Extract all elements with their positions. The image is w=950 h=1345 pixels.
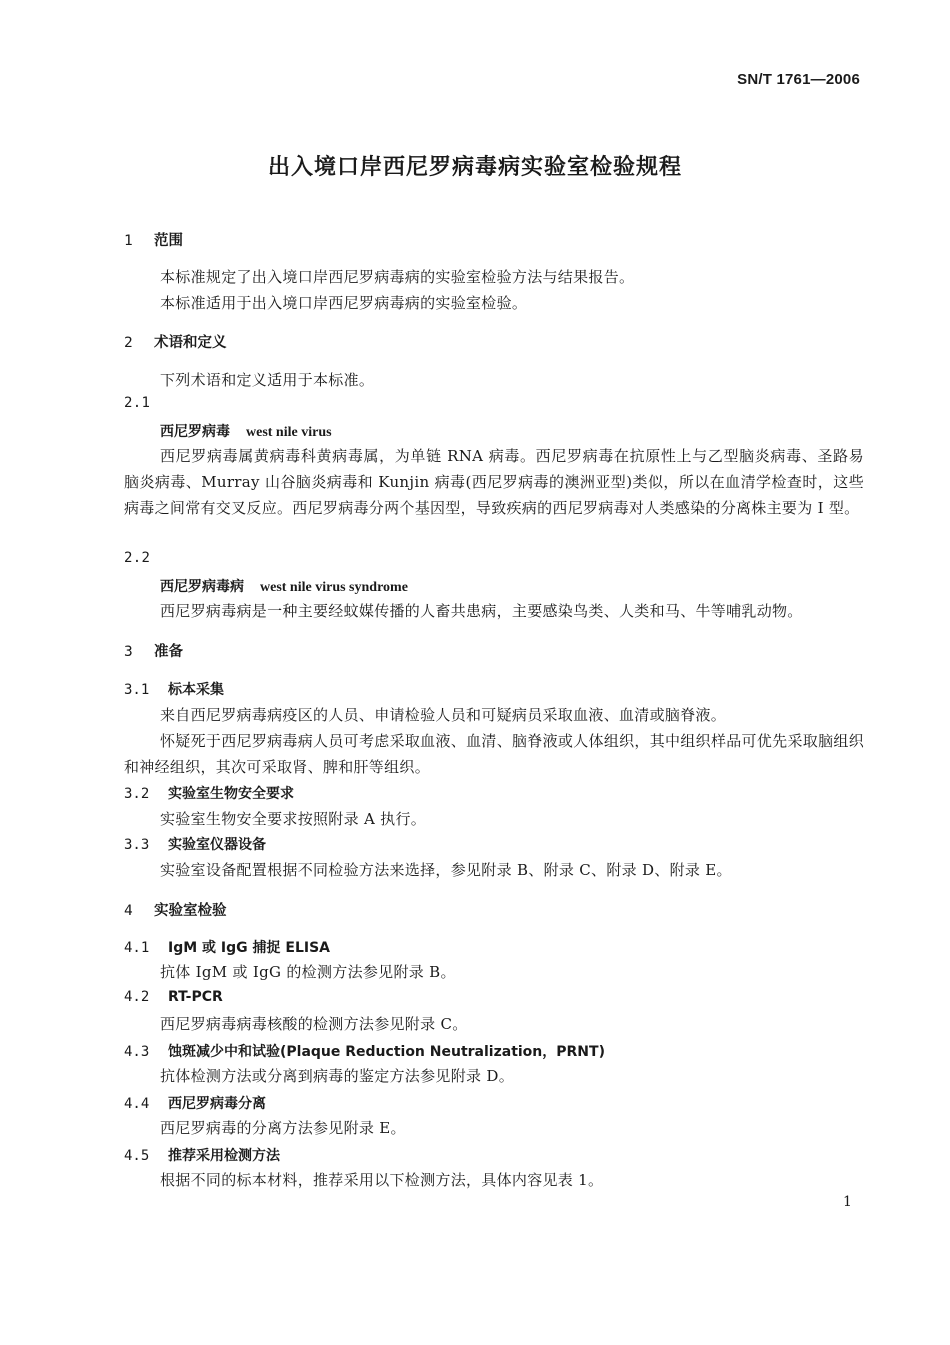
term-heading <box>160 421 332 441</box>
paragraph: 根据不同的标本材料，推荐采用以下检测方法，具体内容见表 1。 <box>160 1171 604 1189</box>
section-number: 4 <box>124 903 133 919</box>
section-4-heading <box>124 899 227 920</box>
paragraph: 怀疑死于西尼罗病毒病人员可考虑采取血液、血清、脑脊液或人体组织，其中组织样品可优先采取脑组织和神经组织，其次可采取肾、脾和肝等组织。 <box>124 732 864 776</box>
term-english: west nile virus <box>246 425 332 440</box>
subsection-4-5-heading <box>124 1145 280 1165</box>
standard-code: SN/T 1761—2006 <box>737 71 860 88</box>
subsection-number: 4.2 <box>124 989 150 1005</box>
subsection-title: 推荐采用检测方法 <box>168 1148 280 1164</box>
paragraph: 来自西尼罗病毒病疫区的人员、申请检验人员和可疑病员采取血液、血清或脑脊液。 <box>160 706 727 724</box>
subsection-number: 3.2 <box>124 786 150 802</box>
page-number: 1 <box>843 1194 852 1210</box>
subsection-title: RT-PCR <box>168 989 223 1005</box>
paragraph: 抗体检测方法或分离到病毒的鉴定方法参见附录 D。 <box>160 1067 514 1085</box>
paragraph: 实验室生物安全要求按照附录 A 执行。 <box>160 810 427 828</box>
paragraph: 本标准规定了出入境口岸西尼罗病毒病的实验室检验方法与结果报告。 <box>160 268 635 286</box>
term-english: west nile virus syndrome <box>260 580 408 595</box>
section-title: 范围 <box>154 233 183 249</box>
paragraph: 实验室设备配置根据不同检验方法来选择，参见附录 B、附录 C、附录 D、附录 E。 <box>160 861 732 879</box>
term-chinese: 西尼罗病毒病 <box>160 579 244 595</box>
subsection-title: IgM 或 IgG 捕捉 ELISA <box>168 940 330 956</box>
subsection-number: 4.3 <box>124 1044 150 1060</box>
paragraph: 抗体 IgM 或 IgG 的检测方法参见附录 B。 <box>160 963 456 981</box>
section-title: 实验室检验 <box>154 903 227 919</box>
section-number: 3 <box>124 644 133 660</box>
paragraph: 本标准适用于出入境口岸西尼罗病毒病的实验室检验。 <box>160 294 528 312</box>
term-number: 2.2 <box>124 550 151 566</box>
section-number: 1 <box>124 233 133 249</box>
subsection-4-4-heading <box>124 1093 266 1113</box>
section-1-heading <box>124 229 183 250</box>
subsection-3-1-heading <box>124 679 224 699</box>
subsection-number: 4.4 <box>124 1096 150 1112</box>
section-2-heading <box>124 331 227 352</box>
document-title: 出入境口岸西尼罗病毒病实验室检验规程 <box>267 155 682 180</box>
subsection-number: 4.1 <box>124 940 150 956</box>
section-number: 2 <box>124 335 133 351</box>
subsection-title: 实验室生物安全要求 <box>168 786 294 802</box>
paragraph: 西尼罗病毒的分离方法参见附录 E。 <box>160 1119 406 1137</box>
subsection-title: 实验室仪器设备 <box>168 837 266 853</box>
term-definition: 西尼罗病毒病是一种主要经蚊媒传播的人畜共患病，主要感染鸟类、人类和马、牛等哺乳动物。 <box>160 602 803 620</box>
subsection-title: 西尼罗病毒分离 <box>168 1096 266 1112</box>
term-definition: 西尼罗病毒属黄病毒科黄病毒属，为单链 RNA 病毒。西尼罗病毒在抗原性上与乙型脑炎病毒、圣路易脑炎病毒、Murray 山谷脑炎病毒和 Kunjin 病毒(西尼罗病毒的澳洲亚型)类似，所以在血清学检查时，这些病毒之间常有交叉反应。西尼罗病毒分两个基因型，导致疾病的西尼罗病毒对人类感染的分离株主要为 I 型。 <box>124 447 864 517</box>
subsection-4-2-heading <box>124 989 223 1005</box>
section-3-heading <box>124 640 183 661</box>
paragraph: 下列术语和定义适用于本标准。 <box>160 371 375 389</box>
section-title: 术语和定义 <box>154 335 227 351</box>
term-heading <box>160 576 408 596</box>
subsection-4-3-heading <box>124 1041 605 1061</box>
subsection-title: 蚀斑减少中和试验(Plaque Reduction Neutralization，PRNT) <box>168 1044 605 1060</box>
subsection-number: 4.5 <box>124 1148 150 1164</box>
term-number: 2.1 <box>124 395 151 411</box>
subsection-title: 标本采集 <box>168 682 224 698</box>
term-chinese: 西尼罗病毒 <box>160 424 230 440</box>
subsection-3-2-heading <box>124 783 294 803</box>
section-title: 准备 <box>154 644 183 660</box>
subsection-3-3-heading <box>124 834 266 854</box>
subsection-number: 3.3 <box>124 837 150 853</box>
subsection-number: 3.1 <box>124 682 150 698</box>
subsection-4-1-heading <box>124 937 330 957</box>
paragraph: 西尼罗病毒病毒核酸的检测方法参见附录 C。 <box>160 1015 468 1033</box>
